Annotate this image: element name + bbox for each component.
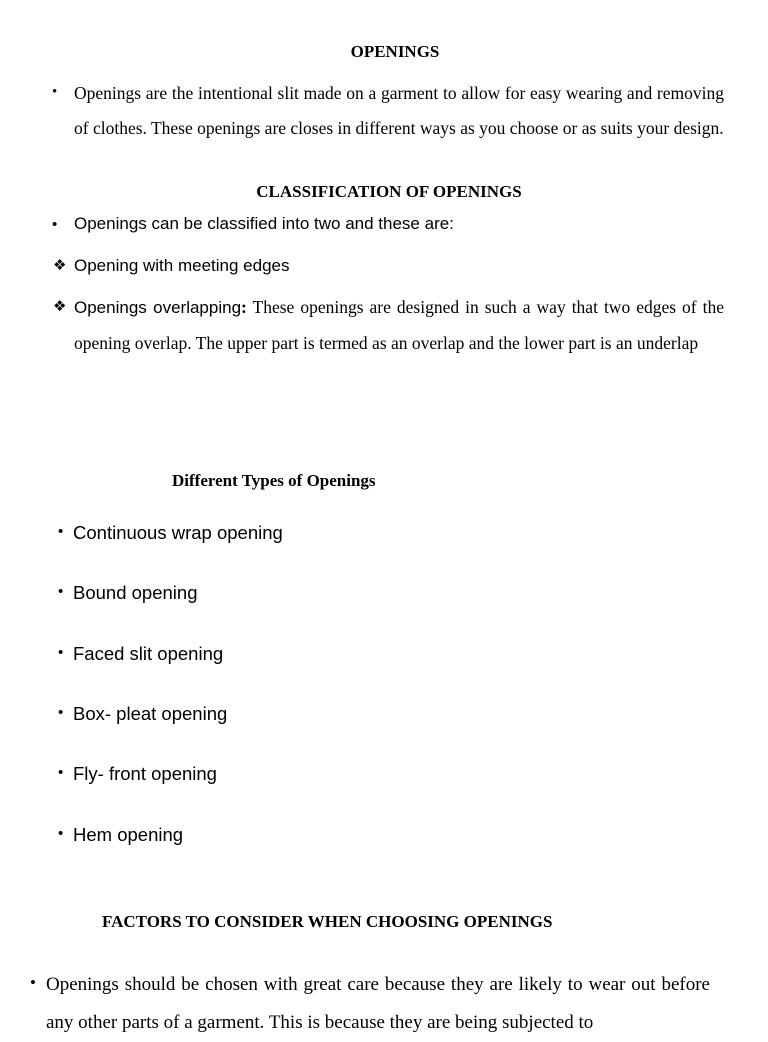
classification-lead-bullet: •	[52, 216, 58, 233]
list-bullet: •	[58, 704, 64, 721]
classification-item-overlapping	[74, 290, 724, 360]
list-item: Faced slit opening	[73, 643, 224, 664]
list-bullet: •	[58, 764, 64, 781]
classification-lead: Openings can be classified into two and these are:	[74, 214, 454, 233]
list-item: Hem opening	[73, 824, 184, 845]
factors-paragraph: Openings should be chosen with great care because they are likely to wear out before any other parts of a garment. This is because they are being subjected to	[46, 974, 710, 1033]
list-bullet: •	[58, 583, 64, 600]
factors-bullet: •	[30, 973, 36, 992]
intro-bullet: •	[52, 84, 58, 100]
list-item: Box- pleat opening	[73, 703, 228, 724]
list-item: Continuous wrap opening	[73, 522, 283, 543]
overlapping-description: These openings are designed in such a way that two edges of the opening overlap. The upper part is termed as an overlap and the lower part is an underlap	[74, 297, 724, 353]
intro-paragraph: Openings are the intentional slit made on a garment to allow for easy wearing and removing of clothes. These openings are closes in different ways as you choose or as suits your design.	[74, 83, 724, 138]
list-bullet: •	[58, 644, 64, 661]
page-title: OPENINGS	[350, 42, 440, 61]
list-item: Bound opening	[73, 582, 198, 603]
list-bullet: •	[58, 825, 64, 842]
diamond-bullet-icon: ❖	[53, 298, 67, 315]
overlapping-label: Openings overlapping	[74, 298, 242, 317]
factors-heading: FACTORS TO CONSIDER WHEN CHOOSING OPENINGS	[102, 912, 553, 931]
list-item: Fly- front opening	[73, 763, 217, 784]
diamond-bullet-icon: ❖	[53, 257, 67, 274]
classification-item-meeting-edges: Opening with meeting edges	[74, 256, 290, 275]
overlapping-colon: :	[241, 297, 247, 317]
types-heading: Different Types of Openings	[172, 471, 376, 490]
list-bullet: •	[58, 523, 64, 540]
classification-heading: CLASSIFICATION OF OPENINGS	[256, 182, 522, 201]
